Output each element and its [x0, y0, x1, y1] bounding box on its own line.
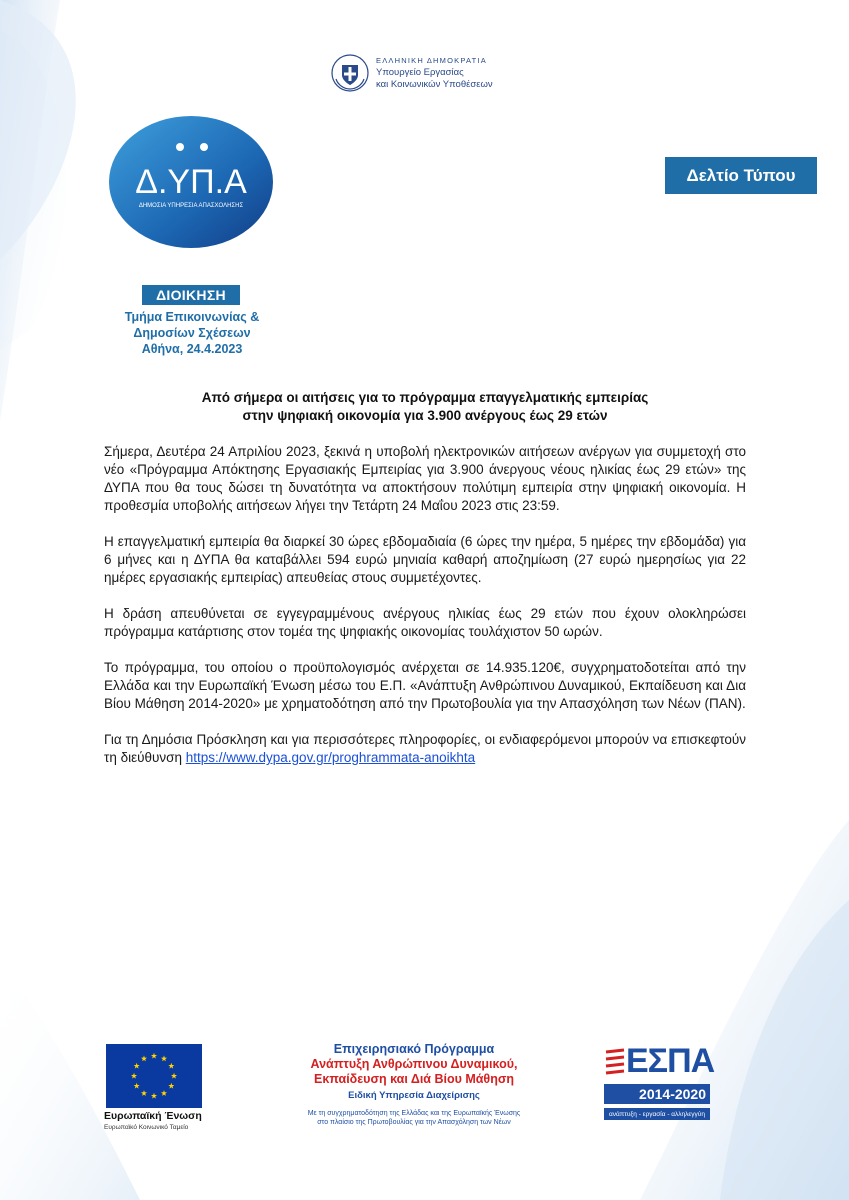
- op-line5: Με τη συγχρηματοδότηση της Ελλάδας και της Ευρωπαϊκής Ένωσης: [307, 1110, 521, 1117]
- op-line2: Ανάπτυξη Ανθρώπινου Δυναμικού,: [310, 1057, 518, 1071]
- eu-logo: [104, 1040, 204, 1144]
- title-line1: Από σήμερα οι αιτήσεις για το πρόγραμμα επαγγελματικής εμπειρίας: [201, 390, 649, 405]
- paragraph-3: Η δράση απευθύνεται σε εγγεγραμμένους ανέργους ηλικίας έως 29 ετών που έχουν ολοκληρώσει πρόγραμμα κατάρτισης στον τομέα της ψηφιακής οικονομίας τουλάχιστον 50 ωρών.: [104, 606, 746, 639]
- op-line4: Ειδική Υπηρεσία Διαχείρισης: [348, 1090, 480, 1101]
- title-line2: στην ψηφιακή οικονομία για 3.900 ανέργους έως 29 ετών: [242, 408, 608, 423]
- dept-line1: Τμήμα Επικοινωνίας &: [124, 310, 260, 324]
- espa-tagline: ανάπτυξη - εργασία - αλληλεγγύη: [604, 1108, 710, 1120]
- op-line1: Επιχειρησιακό Πρόγραμμα: [333, 1042, 495, 1056]
- espa-years: 2014-2020: [604, 1084, 710, 1104]
- article-title: [104, 389, 746, 425]
- op-line6: στο πλαίσιο της Πρωτοβουλίας για την Απασχόληση των Νέων: [317, 1119, 511, 1126]
- ministry-line2: Υπουργείο Εργασίας: [376, 67, 464, 78]
- article-body: [104, 443, 746, 785]
- dept-line2: Δημοσίων Σχέσεων: [133, 326, 251, 340]
- ministry-line1: ΕΛΛΗΝΙΚΗ ΔΗΜΟΚΡΑΤΙΑ: [376, 56, 487, 65]
- department-block: [100, 309, 284, 357]
- espa-stripes-icon: [604, 1048, 626, 1078]
- espa-logo: [602, 1040, 716, 1144]
- admin-badge: ΔΙΟΙΚΗΣΗ: [142, 285, 240, 305]
- paragraph-4: Το πρόγραμμα, του οποίου ο προϋπολογισμός ανέρχεται σε 14.935.120€, συγχρηματοδοτείται από την Ελλάδα και την Ευρωπαϊκή Ένωση μέσω του Ε.Π. «Ανάπτυξη Ανθρώπινου Δυναμικού, Εκπαίδευση και Δια Βίου Μάθηση 2014-2020» με χρηματοδότηση από την Πρωτοβουλία για την Απασχόληση των Νέων (ΠΑΝ).: [104, 660, 746, 711]
- paragraph-2: Η επαγγελματική εμπειρία θα διαρκεί 30 ώρες εβδομαδιαία (6 ώρες την ημέρα, 5 ημέρες την εβδομάδα) για 6 μήνες και η ΔΥΠΑ θα καταβάλλει 594 ευρώ μηνιαία καθαρή αποζημίωση (27 ευρώ ημερησίως για 22 ημέρες εργασιακής εμπειρίας) απευθείας στους συμμετέχοντες.: [104, 534, 746, 585]
- logo-name: Δ.ΥΠ.Α: [135, 163, 247, 201]
- footer-logos: [104, 1040, 716, 1144]
- espa-word: ΕΣΠΑ: [626, 1042, 715, 1080]
- operational-programme: [264, 1042, 564, 1127]
- greek-coat-of-arms-icon: [330, 53, 370, 93]
- place-date: Αθήνα, 24.4.2023: [141, 342, 243, 356]
- paragraph-1: Σήμερα, Δευτέρα 24 Απριλίου 2023, ξεκινά η υποβολή ηλεκτρονικών αιτήσεων ανέργων για συμμετοχή στο νέο «Πρόγραμμα Απόκτησης Εργασιακής Εμπειρίας για 3.900 άνεργους νέους ηλικίας έως 29 ετών» της ΔΥΠΑ που θα τους δώσει τη δυνατότητα να αποκτήσουν πολύτιμη εμπειρία στην ψηφιακή οικονομία. Η προθεσμία υποβολής αιτήσεων λήγει την Τετάρτη 24 Μαΐου 2023 στις 23:59.: [104, 444, 746, 513]
- dypa-programs-link[interactable]: https://www.dypa.gov.gr/proghrammata-anoikhta: [185, 750, 476, 765]
- logo-subtitle: ΔΗΜΟΣΙΑ ΥΠΗΡΕΣΙΑ ΑΠΑΣΧΟΛΗΣΗΣ: [138, 203, 244, 209]
- paragraph-5: [104, 731, 746, 767]
- ministry-header: [330, 53, 493, 93]
- dypa-logo: [108, 115, 274, 249]
- op-line3: Εκπαίδευση και Διά Βίου Μάθηση: [313, 1072, 515, 1086]
- eu-fund: Ευρωπαϊκό Κοινωνικό Ταμείο: [104, 1124, 189, 1131]
- paragraph-5-text: Για τη Δημόσια Πρόσκληση και για περισσότερες πληροφορίες, οι ενδιαφερόμενοι μπορούν να επισκεφτούν τη διεύθυνση: [104, 732, 746, 765]
- eu-title: Ευρωπαϊκή Ένωση: [104, 1110, 202, 1122]
- eu-flag-icon: [106, 1044, 202, 1108]
- press-release-badge: Δελτίο Τύπου: [665, 157, 817, 194]
- ministry-line3: και Κοινωνικών Υποθέσεων: [376, 79, 493, 90]
